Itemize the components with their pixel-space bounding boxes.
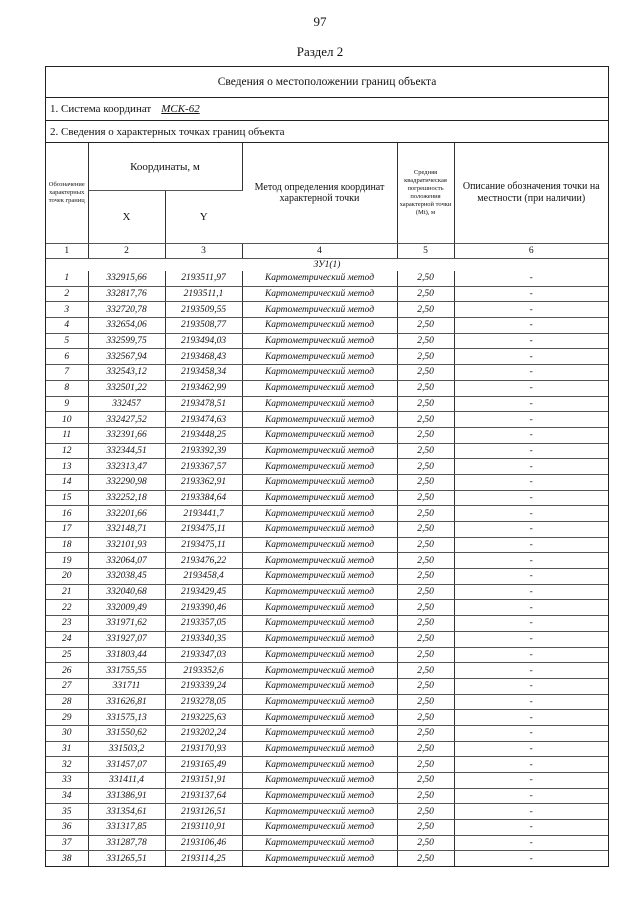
- cell-n: 23: [46, 616, 88, 632]
- cell-err: 2,50: [397, 851, 454, 866]
- cell-method: Картометрический метод: [242, 474, 397, 490]
- cell-n: 3: [46, 302, 88, 318]
- cell-y: 2193339,24: [165, 678, 242, 694]
- header-designation: Обозначение характерных точек границ: [46, 143, 88, 244]
- cell-err: 2,50: [397, 663, 454, 679]
- cell-x: 332720,78: [88, 302, 165, 318]
- column-number-row: [46, 244, 608, 259]
- coordinate-system-line: [46, 98, 608, 121]
- cell-x: 331354,61: [88, 804, 165, 820]
- cell-n: 8: [46, 380, 88, 396]
- section-title: Раздел 2: [296, 44, 344, 59]
- cell-err: 2,50: [397, 412, 454, 428]
- cell-n: 28: [46, 694, 88, 710]
- cell-err: 2,50: [397, 569, 454, 585]
- cell-x: 332038,45: [88, 569, 165, 585]
- cell-desc: -: [454, 490, 608, 506]
- cell-method: Картометрический метод: [242, 412, 397, 428]
- boundary-document: [45, 66, 609, 867]
- cell-method: Картометрический метод: [242, 396, 397, 412]
- cell-err: 2,50: [397, 380, 454, 396]
- cell-desc: -: [454, 349, 608, 365]
- cell-y: 2193384,64: [165, 490, 242, 506]
- cell-desc: -: [454, 333, 608, 349]
- cell-y: 2193114,25: [165, 851, 242, 866]
- cell-method: Картометрический метод: [242, 553, 397, 569]
- cell-err: 2,50: [397, 804, 454, 820]
- table-row: [46, 631, 608, 647]
- cell-y: 2193475,11: [165, 537, 242, 553]
- cell-y: 2193476,22: [165, 553, 242, 569]
- cell-x: 331457,07: [88, 757, 165, 773]
- table-row: [46, 271, 608, 286]
- cell-desc: -: [454, 553, 608, 569]
- cell-x: 331503,2: [88, 741, 165, 757]
- cell-n: 24: [46, 631, 88, 647]
- cell-x: 332915,66: [88, 271, 165, 286]
- cell-x: 332817,76: [88, 286, 165, 302]
- cell-n: 37: [46, 835, 88, 851]
- cell-y: 2193126,51: [165, 804, 242, 820]
- cell-y: 2193225,63: [165, 710, 242, 726]
- cell-n: 1: [46, 271, 88, 286]
- column-number: 5: [397, 244, 454, 259]
- cell-desc: -: [454, 616, 608, 632]
- cell-err: 2,50: [397, 490, 454, 506]
- cell-desc: -: [454, 365, 608, 381]
- table-row: [46, 318, 608, 334]
- cell-desc: -: [454, 318, 608, 334]
- cell-err: 2,50: [397, 349, 454, 365]
- group-label: ЗУ1(1): [313, 260, 341, 270]
- cell-err: 2,50: [397, 725, 454, 741]
- table-row: [46, 835, 608, 851]
- table-row: [46, 820, 608, 836]
- cell-n: 4: [46, 318, 88, 334]
- cell-desc: -: [454, 302, 608, 318]
- cell-desc: -: [454, 506, 608, 522]
- cell-desc: -: [454, 741, 608, 757]
- cell-x: 332427,52: [88, 412, 165, 428]
- cell-err: 2,50: [397, 647, 454, 663]
- cell-n: 26: [46, 663, 88, 679]
- cell-method: Картометрический метод: [242, 302, 397, 318]
- cell-method: Картометрический метод: [242, 725, 397, 741]
- cell-err: 2,50: [397, 474, 454, 490]
- cell-y: 2193441,7: [165, 506, 242, 522]
- table-row: [46, 537, 608, 553]
- table-row: [46, 349, 608, 365]
- cell-n: 35: [46, 804, 88, 820]
- cell-method: Картометрический метод: [242, 443, 397, 459]
- cell-method: Картометрический метод: [242, 349, 397, 365]
- cell-err: 2,50: [397, 553, 454, 569]
- cell-x: 331550,62: [88, 725, 165, 741]
- column-number: 2: [88, 244, 165, 259]
- cell-n: 7: [46, 365, 88, 381]
- cell-desc: -: [454, 271, 608, 286]
- cell-err: 2,50: [397, 365, 454, 381]
- table-row: [46, 569, 608, 585]
- cell-err: 2,50: [397, 741, 454, 757]
- cell-err: 2,50: [397, 788, 454, 804]
- cell-method: Картометрический метод: [242, 804, 397, 820]
- cell-y: 2193429,45: [165, 584, 242, 600]
- cell-err: 2,50: [397, 302, 454, 318]
- cell-y: 2193474,63: [165, 412, 242, 428]
- cell-y: 2193367,57: [165, 459, 242, 475]
- cell-method: Картометрический метод: [242, 631, 397, 647]
- cell-n: 27: [46, 678, 88, 694]
- table-row: [46, 286, 608, 302]
- cell-desc: -: [454, 474, 608, 490]
- cell-x: 332543,12: [88, 365, 165, 381]
- cell-method: Картометрический метод: [242, 741, 397, 757]
- cell-x: 332201,66: [88, 506, 165, 522]
- cell-method: Картометрический метод: [242, 820, 397, 836]
- cell-desc: -: [454, 286, 608, 302]
- cell-y: 2193508,77: [165, 318, 242, 334]
- cell-y: 2193137,64: [165, 788, 242, 804]
- table-row: [46, 600, 608, 616]
- cell-err: 2,50: [397, 710, 454, 726]
- cell-method: Картометрический метод: [242, 773, 397, 789]
- cell-err: 2,50: [397, 522, 454, 538]
- column-number: 3: [165, 244, 242, 259]
- cell-y: 2193165,49: [165, 757, 242, 773]
- cell-desc: -: [454, 412, 608, 428]
- cell-err: 2,50: [397, 427, 454, 443]
- table-row: [46, 333, 608, 349]
- table-row: [46, 773, 608, 789]
- cell-err: 2,50: [397, 835, 454, 851]
- cell-n: 19: [46, 553, 88, 569]
- cell-y: 2193392,39: [165, 443, 242, 459]
- cell-method: Картометрический метод: [242, 271, 397, 286]
- cell-err: 2,50: [397, 537, 454, 553]
- cell-y: 2193448,25: [165, 427, 242, 443]
- cell-desc: -: [454, 584, 608, 600]
- cell-method: Картометрический метод: [242, 537, 397, 553]
- cell-desc: -: [454, 631, 608, 647]
- cell-x: 332567,94: [88, 349, 165, 365]
- cell-y: 2193478,51: [165, 396, 242, 412]
- cell-x: 332252,18: [88, 490, 165, 506]
- table-row: [46, 757, 608, 773]
- cell-desc: -: [454, 663, 608, 679]
- cell-n: 34: [46, 788, 88, 804]
- cell-y: 2193347,03: [165, 647, 242, 663]
- cell-desc: -: [454, 804, 608, 820]
- cell-err: 2,50: [397, 694, 454, 710]
- cell-n: 32: [46, 757, 88, 773]
- cell-desc: -: [454, 380, 608, 396]
- column-number: 6: [454, 244, 608, 259]
- header-x: X: [88, 191, 165, 244]
- cell-x: 331386,91: [88, 788, 165, 804]
- cell-method: Картометрический метод: [242, 490, 397, 506]
- header-coordinates: Координаты, м: [88, 143, 242, 191]
- header-error: Средняя квадратическая погрешность положения характерной точки (Mt), м: [397, 143, 454, 244]
- table-row: [46, 663, 608, 679]
- cell-n: 21: [46, 584, 88, 600]
- cell-err: 2,50: [397, 584, 454, 600]
- cell-method: Картометрический метод: [242, 286, 397, 302]
- cell-y: 2193202,24: [165, 725, 242, 741]
- cell-x: 331626,81: [88, 694, 165, 710]
- cell-x: 331755,55: [88, 663, 165, 679]
- cell-y: 2193475,11: [165, 522, 242, 538]
- cell-y: 2193458,34: [165, 365, 242, 381]
- cell-y: 2193468,43: [165, 349, 242, 365]
- cell-method: Картометрический метод: [242, 427, 397, 443]
- cell-desc: -: [454, 757, 608, 773]
- cell-err: 2,50: [397, 773, 454, 789]
- cell-x: 332344,51: [88, 443, 165, 459]
- cell-x: 331317,85: [88, 820, 165, 836]
- table-row: [46, 725, 608, 741]
- cell-desc: -: [454, 537, 608, 553]
- cell-y: 2193458,4: [165, 569, 242, 585]
- cell-desc: -: [454, 569, 608, 585]
- points-rows: [46, 271, 608, 866]
- cell-desc: -: [454, 694, 608, 710]
- cell-desc: -: [454, 773, 608, 789]
- cell-x: 332654,06: [88, 318, 165, 334]
- cell-method: Картометрический метод: [242, 710, 397, 726]
- cell-x: 331711: [88, 678, 165, 694]
- cell-x: 332391,66: [88, 427, 165, 443]
- cell-method: Картометрический метод: [242, 851, 397, 866]
- cell-x: 331265,51: [88, 851, 165, 866]
- cell-x: 331927,07: [88, 631, 165, 647]
- cell-desc: -: [454, 443, 608, 459]
- cell-n: 6: [46, 349, 88, 365]
- coordinate-system-label: 1. Система координат: [50, 103, 152, 115]
- cell-x: 331287,78: [88, 835, 165, 851]
- cell-err: 2,50: [397, 757, 454, 773]
- cell-n: 36: [46, 820, 88, 836]
- cell-method: Картометрический метод: [242, 600, 397, 616]
- cell-n: 38: [46, 851, 88, 866]
- cell-x: 332501,22: [88, 380, 165, 396]
- table-row: [46, 616, 608, 632]
- cell-y: 2193151,91: [165, 773, 242, 789]
- cell-x: 332009,49: [88, 600, 165, 616]
- table-header-row: [46, 143, 608, 191]
- table-row: [46, 443, 608, 459]
- table-row: [46, 553, 608, 569]
- cell-err: 2,50: [397, 396, 454, 412]
- cell-n: 30: [46, 725, 88, 741]
- cell-x: 331411,4: [88, 773, 165, 789]
- cell-y: 2193390,46: [165, 600, 242, 616]
- coordinate-system-value: МСК-62: [161, 103, 200, 115]
- cell-method: Картометрический метод: [242, 506, 397, 522]
- cell-n: 22: [46, 600, 88, 616]
- table-row: [46, 710, 608, 726]
- cell-y: 2193511,97: [165, 271, 242, 286]
- table-row: [46, 584, 608, 600]
- cell-n: 9: [46, 396, 88, 412]
- header-description: Описание обозначения точки на местности (при наличии): [454, 143, 608, 244]
- cell-n: 20: [46, 569, 88, 585]
- cell-y: 2193110,91: [165, 820, 242, 836]
- cell-x: 332040,68: [88, 584, 165, 600]
- cell-method: Картометрический метод: [242, 318, 397, 334]
- cell-method: Картометрический метод: [242, 365, 397, 381]
- cell-n: 10: [46, 412, 88, 428]
- cell-err: 2,50: [397, 631, 454, 647]
- cell-method: Картометрический метод: [242, 584, 397, 600]
- cell-method: Картометрический метод: [242, 333, 397, 349]
- cell-err: 2,50: [397, 318, 454, 334]
- cell-n: 29: [46, 710, 88, 726]
- table-row: [46, 412, 608, 428]
- table-row: [46, 365, 608, 381]
- cell-x: 332064,07: [88, 553, 165, 569]
- cell-method: Картометрический метод: [242, 616, 397, 632]
- cell-x: 331803,44: [88, 647, 165, 663]
- cell-n: 16: [46, 506, 88, 522]
- cell-n: 33: [46, 773, 88, 789]
- cell-desc: -: [454, 522, 608, 538]
- cell-method: Картометрический метод: [242, 757, 397, 773]
- table-row: [46, 647, 608, 663]
- table-row: [46, 474, 608, 490]
- cell-y: 2193357,05: [165, 616, 242, 632]
- cell-method: Картометрический метод: [242, 459, 397, 475]
- cell-y: 2193170,93: [165, 741, 242, 757]
- table-row: [46, 302, 608, 318]
- cell-n: 12: [46, 443, 88, 459]
- cell-err: 2,50: [397, 286, 454, 302]
- table-row: [46, 506, 608, 522]
- table-row: [46, 396, 608, 412]
- table-row: [46, 427, 608, 443]
- cell-err: 2,50: [397, 616, 454, 632]
- cell-x: 332148,71: [88, 522, 165, 538]
- cell-x: 332599,75: [88, 333, 165, 349]
- cell-y: 2193509,55: [165, 302, 242, 318]
- cell-err: 2,50: [397, 600, 454, 616]
- table-row: [46, 380, 608, 396]
- cell-err: 2,50: [397, 820, 454, 836]
- cell-method: Картометрический метод: [242, 678, 397, 694]
- table-row: [46, 804, 608, 820]
- table-row: [46, 788, 608, 804]
- cell-desc: -: [454, 600, 608, 616]
- cell-n: 31: [46, 741, 88, 757]
- table-row: [46, 851, 608, 866]
- cell-desc: -: [454, 820, 608, 836]
- cell-y: 2193278,05: [165, 694, 242, 710]
- cell-desc: -: [454, 396, 608, 412]
- cell-n: 17: [46, 522, 88, 538]
- cell-x: 332313,47: [88, 459, 165, 475]
- cell-n: 14: [46, 474, 88, 490]
- cell-method: Картометрический метод: [242, 522, 397, 538]
- cell-err: 2,50: [397, 443, 454, 459]
- table-row: [46, 490, 608, 506]
- cell-n: 25: [46, 647, 88, 663]
- cell-method: Картометрический метод: [242, 569, 397, 585]
- cell-x: 332101,93: [88, 537, 165, 553]
- cell-desc: -: [454, 459, 608, 475]
- cell-n: 13: [46, 459, 88, 475]
- cell-desc: -: [454, 835, 608, 851]
- cell-y: 2193511,1: [165, 286, 242, 302]
- cell-n: 15: [46, 490, 88, 506]
- cell-desc: -: [454, 678, 608, 694]
- column-number: 1: [46, 244, 88, 259]
- table-row: [46, 741, 608, 757]
- cell-x: 332290,98: [88, 474, 165, 490]
- document-heading: Сведения о местоположении границ объекта: [46, 67, 608, 98]
- table-row: [46, 459, 608, 475]
- header-y: Y: [165, 191, 242, 244]
- table-row: [46, 678, 608, 694]
- cell-err: 2,50: [397, 333, 454, 349]
- cell-y: 2193494,03: [165, 333, 242, 349]
- cell-x: 332457: [88, 396, 165, 412]
- cell-n: 11: [46, 427, 88, 443]
- cell-method: Картометрический метод: [242, 380, 397, 396]
- cell-desc: -: [454, 427, 608, 443]
- cell-method: Картометрический метод: [242, 647, 397, 663]
- header-method: Метод определения координат характерной точки: [242, 143, 397, 244]
- cell-err: 2,50: [397, 678, 454, 694]
- cell-desc: -: [529, 853, 533, 864]
- table-row: [46, 694, 608, 710]
- cell-method: Картометрический метод: [242, 788, 397, 804]
- table-row: [46, 522, 608, 538]
- cell-err: 2,50: [397, 459, 454, 475]
- cell-desc: -: [454, 788, 608, 804]
- cell-x: 331971,62: [88, 616, 165, 632]
- points-table: [46, 143, 608, 866]
- column-number: 4: [242, 244, 397, 259]
- cell-desc: -: [454, 647, 608, 663]
- points-heading: 2. Сведения о характерных точках границ объекта: [46, 121, 608, 143]
- cell-method: Картометрический метод: [242, 835, 397, 851]
- cell-x: 331575,13: [88, 710, 165, 726]
- cell-n: 5: [46, 333, 88, 349]
- cell-desc: -: [454, 725, 608, 741]
- page-number: 97: [313, 14, 327, 29]
- cell-y: 2193106,46: [165, 835, 242, 851]
- cell-n: 18: [46, 537, 88, 553]
- cell-y: 2193340,35: [165, 631, 242, 647]
- cell-method: Картометрический метод: [242, 663, 397, 679]
- cell-method: Картометрический метод: [242, 694, 397, 710]
- cell-desc: -: [454, 710, 608, 726]
- cell-y: 2193352,6: [165, 663, 242, 679]
- group-row: [46, 259, 608, 272]
- cell-err: 2,50: [397, 506, 454, 522]
- cell-err: 2,50: [397, 271, 454, 286]
- cell-y: 2193462,99: [165, 380, 242, 396]
- cell-n: 2: [46, 286, 88, 302]
- cell-y: 2193362,91: [165, 474, 242, 490]
